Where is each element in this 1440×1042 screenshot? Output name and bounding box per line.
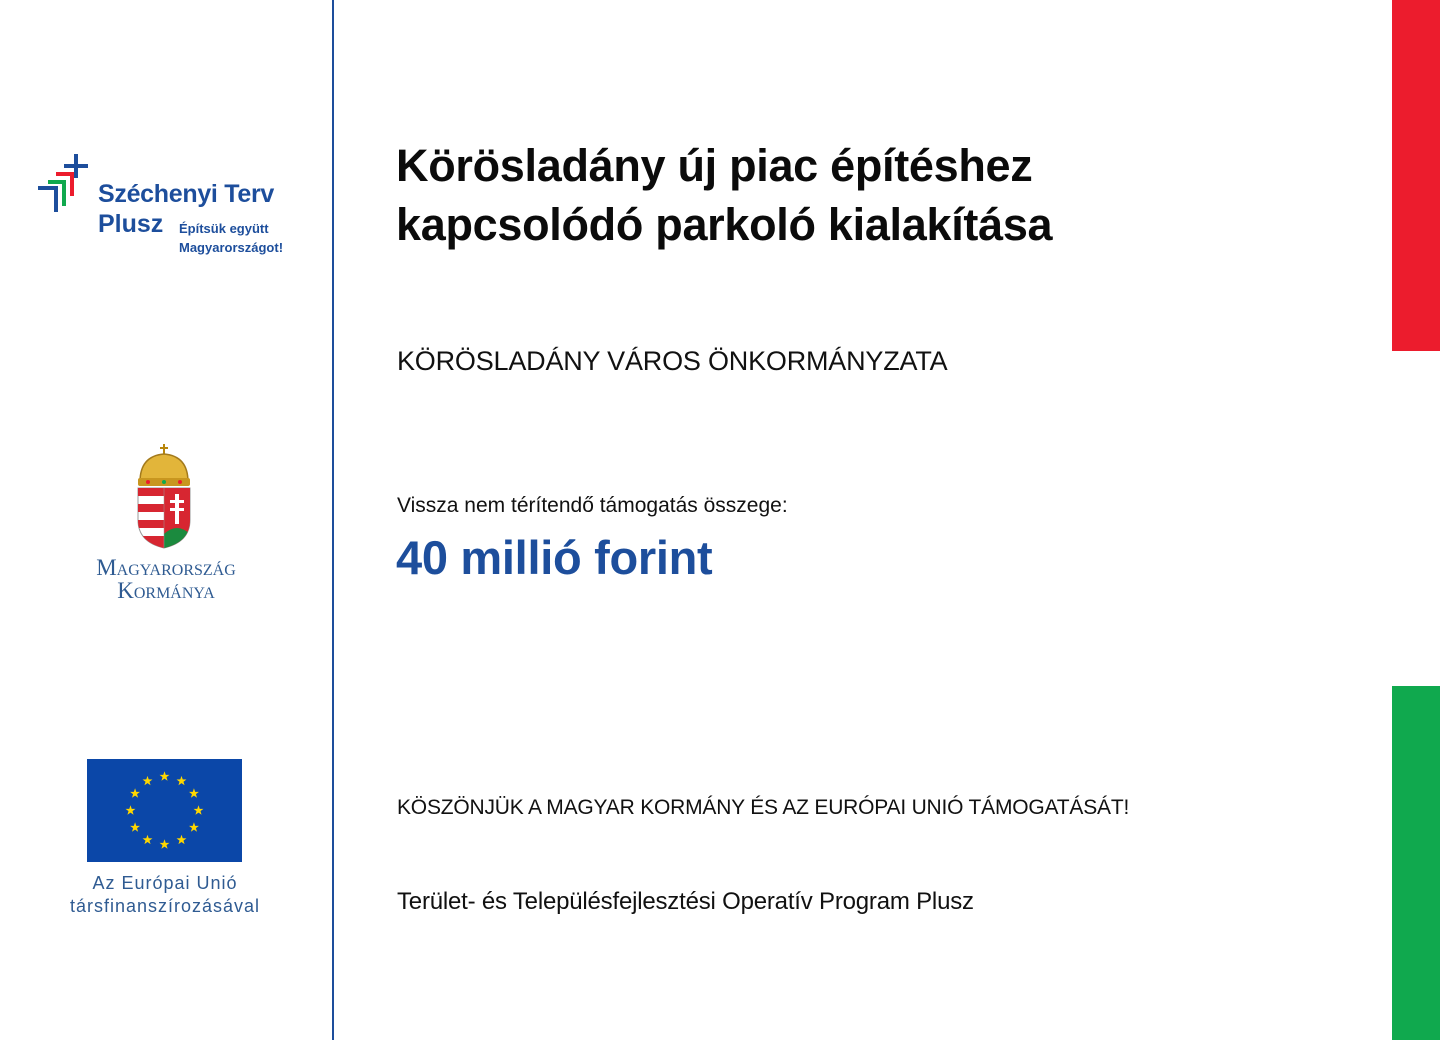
szechenyi-tagline (179, 219, 283, 257)
project-title-line-1: Körösladány új piac építéshez (396, 140, 1033, 191)
flag-stripe-white (1392, 351, 1440, 686)
szechenyi-title: Széchenyi Terv (98, 180, 274, 208)
vertical-divider (332, 0, 334, 1040)
hungarian-coat-of-arms-icon (132, 442, 196, 552)
eu-line-2: társfinanszírozásával (69, 896, 261, 916)
flag-stripe-red (1392, 0, 1440, 351)
logo-sidebar (0, 0, 332, 1042)
project-title-line-2: kapcsolódó parkoló kialakítása (396, 199, 1053, 250)
tagline-line-1: Építsük együtt (179, 221, 269, 236)
flag-stripe-green (1392, 686, 1440, 1040)
program-name: Terület- és Településfejlesztési Operatív Program Plusz (397, 888, 974, 915)
szechenyi-cross-icon (36, 148, 96, 218)
government-name (60, 556, 272, 602)
government-line-1: Magyarország (96, 555, 236, 580)
eu-cofinancing-text (40, 872, 290, 918)
szechenyi-terv-logo (36, 148, 326, 268)
beneficiary-name: KÖRÖSLADÁNY VÁROS ÖNKORMÁNYZATA (397, 346, 948, 376)
project-title (396, 136, 1052, 254)
szechenyi-plusz: Plusz (98, 210, 164, 238)
eu-line-1: Az Európai Unió (92, 873, 238, 893)
tagline-line-2: Magyarországot! (179, 240, 284, 255)
government-line-2: Kormánya (117, 578, 215, 603)
thanks-text: KÖSZÖNJÜK A MAGYAR KORMÁNY ÉS AZ EURÓPAI UNIÓ TÁMOGATÁSÁT! (397, 796, 1130, 819)
grant-amount-value: 40 millió forint (396, 531, 713, 584)
grant-amount-label: Vissza nem térítendő támogatás összege: (397, 494, 788, 517)
eu-flag-icon (87, 759, 242, 862)
